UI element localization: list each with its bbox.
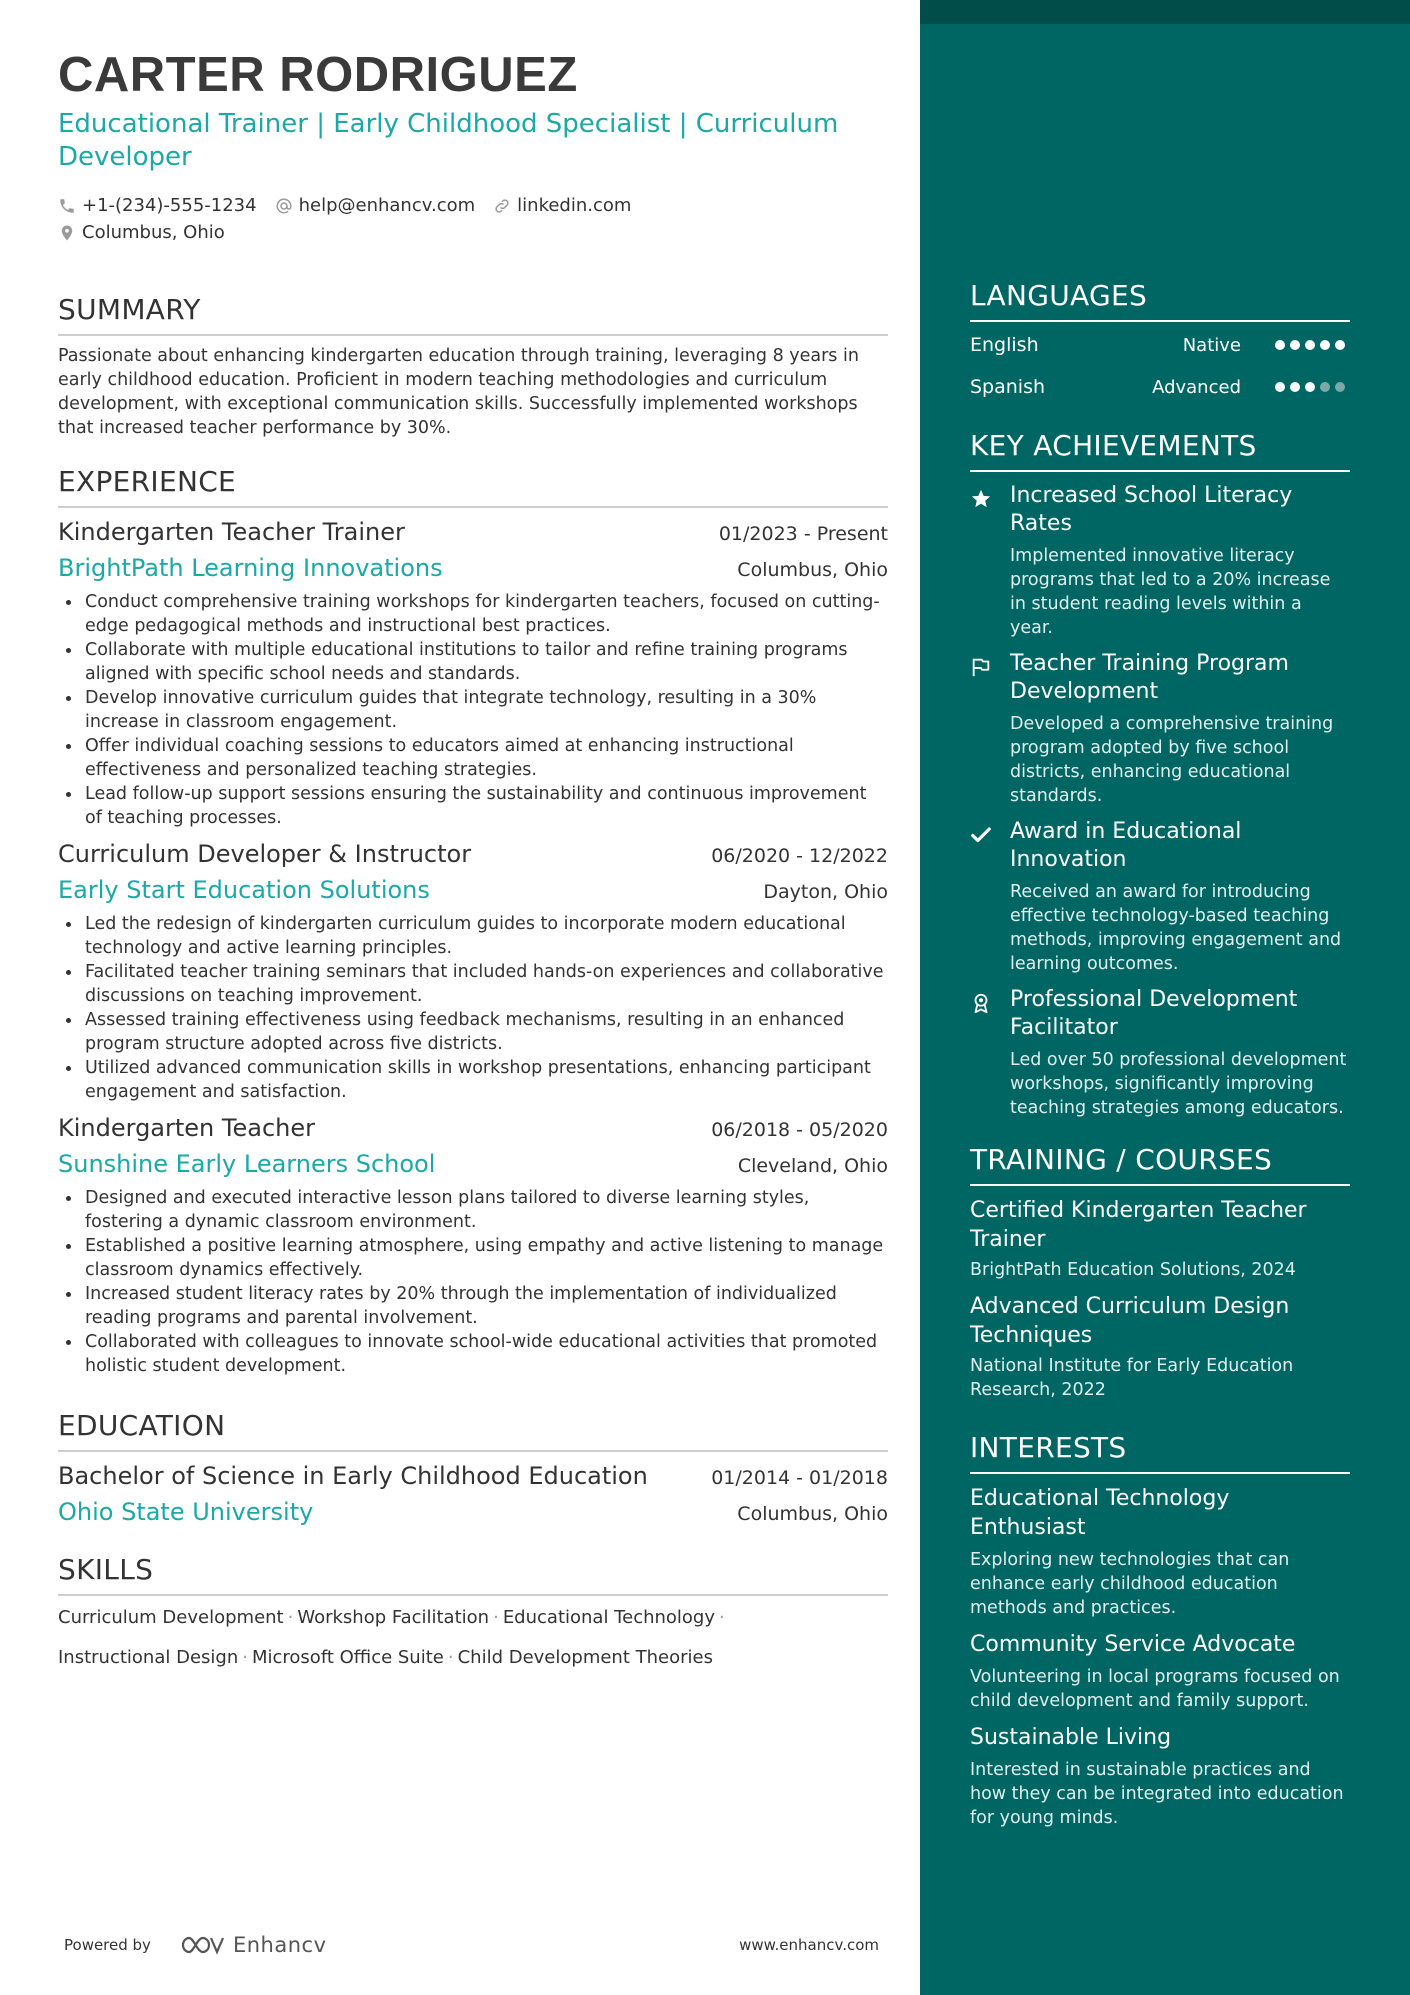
skills-line [58, 1646, 888, 1670]
check-icon [970, 824, 992, 846]
phone-text: +1-(234)-555-1234 [82, 195, 257, 216]
job-location: Columbus, Ohio [737, 559, 888, 581]
powered-by [64, 1933, 327, 1957]
course-item [970, 1292, 1350, 1402]
job-company: Early Start Education Solutions [58, 876, 430, 904]
training-section [970, 1142, 1350, 1402]
enhancv-logo-icon [179, 1934, 225, 1956]
job-bullets [58, 1186, 888, 1378]
languages-title: LANGUAGES [970, 278, 1350, 322]
achievement-desc: Developed a comprehensive training program adopted by five school districts, enhancing educational standards. [1010, 714, 1334, 806]
sidebar-top-band [920, 0, 1410, 24]
summary-section [58, 292, 888, 440]
star-icon [970, 488, 992, 510]
footer [64, 1930, 879, 1960]
achievement-desc: Led over 50 professional development workshops, significantly improving teaching strategies among educators. [1010, 1050, 1347, 1118]
skill-item: Microsoft Office Suite [251, 1647, 444, 1668]
rating-dot-empty [1335, 382, 1345, 392]
bullet-item: Utilized advanced communication skills in workshop presentations, enhancing participant engagement and satisfaction. [58, 1056, 888, 1104]
education-date: 01/2014 - 01/2018 [711, 1467, 888, 1489]
bullet-item: Conduct comprehensive training workshops for kindergarten teachers, focused on cutting-edge pedagogical methods and instructional best practices. [58, 590, 888, 638]
experience-section [58, 464, 888, 1378]
job-company: BrightPath Learning Innovations [58, 554, 443, 582]
job-title: Curriculum Developer & Instructor [58, 840, 472, 868]
education-title: EDUCATION [58, 1408, 888, 1452]
skill-item: Workshop Facilitation [297, 1607, 490, 1628]
interest-title: Community Service Advocate [970, 1632, 1296, 1657]
job-title: Kindergarten Teacher Trainer [58, 518, 405, 546]
bullet-item: Facilitated teacher training seminars that included hands-on experiences and collaborative discussions on teaching improvement. [58, 960, 888, 1008]
achievement-title: Award in Educational Innovation [1010, 819, 1242, 872]
skill-item: Child Development Theories [457, 1647, 713, 1668]
education-section [58, 1408, 888, 1534]
interest-desc: Volunteering in local programs focused on child development and family support. [970, 1667, 1340, 1711]
language-rating [1275, 340, 1350, 350]
job-company: Sunshine Early Learners School [58, 1150, 436, 1178]
achievement-title: Teacher Training Program Development [1010, 651, 1289, 704]
course-title: Certified Kindergarten Teacher Trainer [970, 1198, 1307, 1252]
rating-dot-filled [1320, 340, 1330, 350]
link-icon [493, 197, 511, 215]
job-bullets [58, 590, 888, 830]
interest-desc: Exploring new technologies that can enhance early childhood education methods and practices. [970, 1550, 1290, 1618]
phone-icon [58, 197, 76, 215]
skill-item: Curriculum Development [58, 1607, 284, 1628]
school-location: Columbus, Ohio [737, 1503, 888, 1525]
achievement-item [970, 818, 1350, 976]
job-location: Dayton, Ohio [763, 881, 888, 903]
job-date: 01/2023 - Present [718, 523, 888, 545]
language-name: Spanish [970, 376, 1046, 398]
experience-title: EXPERIENCE [58, 464, 888, 508]
school-name: Ohio State University [58, 1498, 314, 1526]
achievement-desc: Received an award for introducing effective technology-based teaching methods, improving engagement and learning outcomes. [1010, 882, 1342, 974]
job-date: 06/2018 - 05/2020 [711, 1119, 888, 1141]
bullet-item: Increased student literacy rates by 20% through the implementation of individualized reading programs and parental involvement. [58, 1282, 888, 1330]
interest-title: Sustainable Living [970, 1725, 1172, 1750]
achievement-item [970, 650, 1350, 808]
brand-name: Enhancv [232, 1933, 327, 1957]
course-provider: BrightPath Education Solutions, 2024 [970, 1260, 1296, 1280]
candidate-name: CARTER RODRIGUEZ [58, 48, 578, 102]
skills-title: SKILLS [58, 1552, 888, 1596]
achievement-desc: Implemented innovative literacy programs that led to a 20% increase in student reading levels within a year. [1010, 546, 1331, 638]
sidebar [920, 0, 1410, 1995]
skill-separator: · [493, 1607, 499, 1628]
powered-by-label: Powered by [64, 1936, 151, 1954]
rating-dot-filled [1305, 382, 1315, 392]
bullet-item: Develop innovative curriculum guides that integrate technology, resulting in a 30% increase in classroom engagement. [58, 686, 888, 734]
achievement-item [970, 482, 1350, 640]
language-rating [1275, 382, 1350, 392]
email-text: help@enhancv.com [298, 195, 476, 216]
rating-dot-filled [1305, 340, 1315, 350]
location-text: Columbus, Ohio [82, 222, 225, 243]
achievement-title: Professional Development Facilitator [1010, 987, 1298, 1040]
location-contact [58, 222, 225, 243]
rating-dot-filled [1275, 340, 1285, 350]
skill-item: Instructional Design [58, 1647, 239, 1668]
interests-title: INTERESTS [970, 1430, 1350, 1474]
flag-icon [970, 656, 992, 678]
summary-title: SUMMARY [58, 292, 888, 336]
bullet-item: Collaborate with multiple educational institutions to tailor and refine training programs aligned with specific school needs and standards. [58, 638, 888, 686]
award-icon [970, 992, 992, 1014]
email-contact[interactable] [275, 195, 476, 216]
degree-title: Bachelor of Science in Early Childhood Education [58, 1462, 648, 1490]
interests-section [970, 1430, 1350, 1830]
achievements-section [970, 428, 1350, 1120]
bullet-item: Assessed training effectiveness using feedback mechanisms, resulting in an enhanced program structure adopted across five districts. [58, 1008, 888, 1056]
linkedin-text: linkedin.com [517, 195, 632, 216]
achievement-item [970, 986, 1350, 1120]
bullet-item: Lead follow-up support sessions ensuring the sustainability and continuous improvement of teaching processes. [58, 782, 888, 830]
skills-section [58, 1552, 888, 1670]
bullet-item: Collaborated with colleagues to innovate school-wide educational activities that promoted holistic student development. [58, 1330, 888, 1378]
bullet-item: Led the redesign of kindergarten curriculum guides to incorporate modern educational technology and active learning principles. [58, 912, 888, 960]
rating-dot-filled [1275, 382, 1285, 392]
linkedin-contact[interactable] [493, 195, 631, 216]
rating-dot-empty [1320, 382, 1330, 392]
job-entry [58, 518, 888, 830]
headline: Educational Trainer | Early Childhood Specialist | Curriculum Developer [58, 109, 839, 172]
rating-dot-filled [1335, 340, 1345, 350]
bullet-item: Designed and executed interactive lesson plans tailored to diverse learning styles, fostering a dynamic classroom environment. [58, 1186, 888, 1234]
skill-separator: · [447, 1647, 454, 1668]
interest-item [970, 1630, 1350, 1713]
job-title: Kindergarten Teacher [58, 1114, 315, 1142]
rating-dot-filled [1290, 340, 1300, 350]
job-entry [58, 840, 888, 1104]
achievements-title: KEY ACHIEVEMENTS [970, 428, 1350, 472]
languages-section [970, 278, 1350, 408]
bullet-item: Established a positive learning atmosphere, using empathy and active listening to manage classroom dynamics effectively. [58, 1234, 888, 1282]
skill-separator: · [719, 1607, 725, 1628]
at-icon [275, 197, 293, 215]
language-row [970, 324, 1350, 366]
training-title: TRAINING / COURSES [970, 1142, 1350, 1186]
achievement-title: Increased School Literacy Rates [1010, 483, 1293, 536]
course-title: Advanced Curriculum Design Techniques [970, 1294, 1290, 1348]
job-entry [58, 1114, 888, 1378]
job-bullets [58, 912, 888, 1104]
course-provider: National Institute for Early Education Research, 2022 [970, 1356, 1294, 1400]
phone-contact[interactable] [58, 195, 257, 216]
location-pin-icon [58, 224, 76, 242]
language-name: English [970, 334, 1039, 356]
job-date: 06/2020 - 12/2022 [711, 845, 888, 867]
summary-text: Passionate about enhancing kindergarten education through training, leveraging 8 years in early childhood education. Proficient in modern teaching methodologies and curriculum development, with exceptional communication skills. Successfully implemented workshops that increased teacher performance by 30%. [58, 346, 859, 438]
interest-title: Educational Technology Enthusiast [970, 1486, 1230, 1540]
language-row [970, 366, 1350, 408]
language-level: Advanced [1152, 376, 1241, 398]
skills-line [58, 1606, 888, 1630]
course-item [970, 1196, 1350, 1282]
skill-separator: · [242, 1647, 248, 1668]
skill-separator: · [287, 1607, 294, 1628]
interest-item [970, 1723, 1350, 1830]
skill-item: Educational Technology [502, 1607, 716, 1628]
job-location: Cleveland, Ohio [737, 1155, 888, 1177]
rating-dot-filled [1290, 382, 1300, 392]
interest-desc: Interested in sustainable practices and how they can be integrated into education for young minds. [970, 1760, 1344, 1828]
footer-url[interactable]: www.enhancv.com [739, 1936, 879, 1954]
bullet-item: Offer individual coaching sessions to educators aimed at enhancing instructional effectiveness and personalized teaching strategies. [58, 734, 888, 782]
language-level: Native [1182, 334, 1241, 356]
interest-item [970, 1484, 1350, 1620]
contact-info [58, 192, 888, 246]
